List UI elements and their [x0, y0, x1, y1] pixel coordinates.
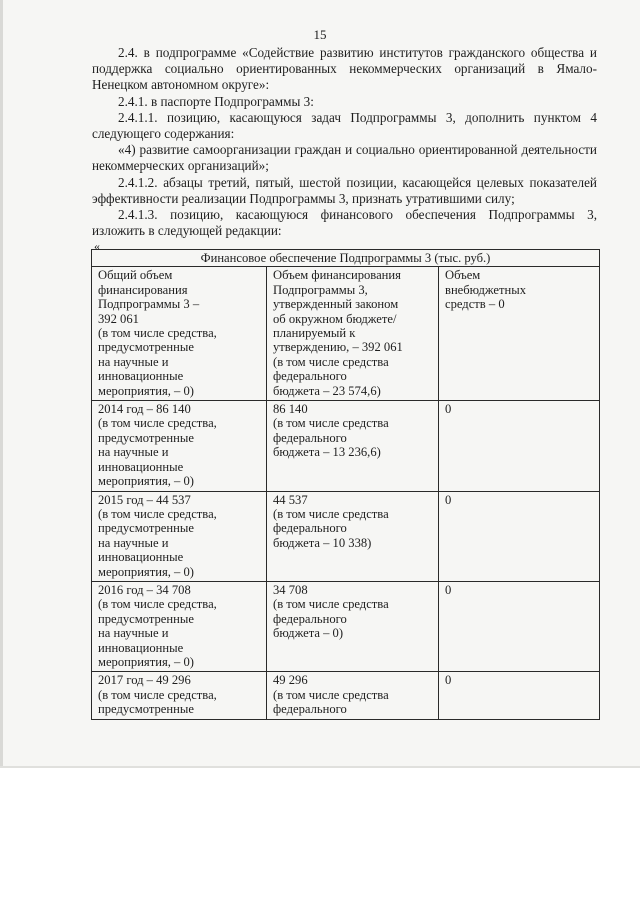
row-total-cell — [92, 491, 267, 581]
cell-line: (в том числе средства, — [98, 597, 217, 612]
cell-line: 49 296 — [273, 673, 308, 688]
paragraph-2-4-1-3: 2.4.1.3. позицию, касающуюся финансового обеспечения Подпрограммы 3, изложить в следующей редакции: — [92, 207, 597, 239]
paragraph-2-4-1-1: 2.4.1.1. позицию, касающуюся задач Подпрограммы 3, дополнить пунктом 4 следующего содержания: — [92, 109, 597, 142]
table-row — [92, 581, 600, 671]
paragraph-2-4-1-2: 2.4.1.2. абзацы третий, пятый, шестой позиции, касающейся целевых показателей эффективности реализации Подпрограммы 3, признать утратившими силу; — [92, 174, 597, 206]
paragraph-2-4-1: 2.4.1. в паспорте Подпрограммы 3: — [118, 93, 314, 109]
row-approved-cell — [267, 401, 439, 491]
cell-line: инновационные — [98, 459, 184, 474]
cell-line: мероприятия, – 0) — [98, 474, 194, 489]
scan-bottom-edge — [0, 766, 640, 768]
cell-line: (в том числе средства — [273, 354, 389, 369]
paragraph-2-4: 2.4. в подпрограмме «Содействие развитию институтов гражданского общества и поддержка социально ориентированных некоммерческих организаций в Ямало-Ненецком автономном округе»: — [92, 45, 597, 93]
row-extrabudget-cell — [439, 672, 600, 719]
cell-line: 0 — [445, 492, 452, 507]
cell-line: бюджета – 0) — [273, 626, 344, 641]
table-title-row — [92, 250, 600, 267]
cell-line: Объем финансирования — [273, 268, 401, 283]
cell-line: федерального — [273, 369, 347, 384]
cell-line: федерального — [273, 430, 347, 445]
cell-line: Общий объем — [98, 268, 173, 283]
cell-line: (в том числе средства, — [98, 506, 217, 521]
cell-line: бюджета – 13 236,6) — [273, 445, 381, 460]
financing-table — [91, 249, 600, 720]
cell-line: мероприятия, – 0) — [98, 654, 194, 669]
cell-line: инновационные — [98, 550, 184, 565]
cell-line: предусмотренные — [98, 430, 194, 445]
cell-line: (в том числе средства — [273, 597, 389, 612]
cell-line: Подпрограммы 3 – — [98, 297, 200, 312]
cell-line: на научные и — [98, 445, 169, 460]
document-body — [92, 45, 597, 239]
cell-line: на научные и — [98, 626, 169, 641]
cell-line: на научные и — [98, 535, 169, 550]
cell-line: мероприятия, – 0) — [98, 383, 194, 398]
row-extrabudget-cell — [439, 401, 600, 491]
cell-line: внебюджетных — [445, 282, 526, 297]
cell-line: финансирования — [98, 282, 188, 297]
cell-line: (в том числе средства — [273, 416, 389, 431]
cell-line: утверждению, – 392 061 — [273, 340, 403, 355]
cell-line: 2017 год – 49 296 — [98, 673, 191, 688]
table-row — [92, 672, 600, 719]
cell-line: 2014 год – 86 140 — [98, 402, 191, 417]
cell-line: (в том числе средства, — [98, 326, 217, 341]
cell-line: предусмотренные — [98, 521, 194, 536]
cell-line: бюджета – 23 574,6) — [273, 383, 381, 398]
scan-left-edge — [0, 0, 3, 768]
header-approved-volume — [267, 267, 439, 401]
row-approved-cell — [267, 672, 439, 719]
row-approved-cell — [267, 581, 439, 671]
cell-line: федерального — [273, 702, 347, 717]
cell-line: 2016 год – 34 708 — [98, 582, 191, 597]
cell-line: 0 — [445, 582, 452, 597]
cell-line: предусмотренные — [98, 340, 194, 355]
cell-line: 34 708 — [273, 582, 308, 597]
page-number: 15 — [313, 27, 327, 42]
cell-line: утвержденный законом — [273, 297, 399, 312]
cell-line: инновационные — [98, 640, 184, 655]
header-total-volume — [92, 267, 267, 401]
cell-line: 0 — [445, 402, 452, 417]
cell-line: Подпрограммы 3, — [273, 282, 368, 297]
cell-line: на научные и — [98, 354, 169, 369]
row-total-cell — [92, 401, 267, 491]
table-title: Финансовое обеспечение Подпрограммы 3 (тыс. руб.) — [92, 250, 600, 267]
quote-open-mark: « — [94, 239, 100, 253]
header-extrabudget-volume — [439, 267, 600, 401]
cell-line: планируемый к — [273, 326, 356, 341]
table-header-row — [92, 267, 600, 401]
cell-line: предусмотренные — [98, 702, 194, 717]
row-approved-cell — [267, 491, 439, 581]
cell-line: 44 537 — [273, 492, 308, 507]
cell-line: 0 — [445, 673, 452, 688]
cell-line: предусмотренные — [98, 611, 194, 626]
cell-line: бюджета – 10 338) — [273, 535, 372, 550]
row-extrabudget-cell — [439, 491, 600, 581]
cell-line: 86 140 — [273, 402, 308, 417]
cell-line: средств – 0 — [445, 297, 505, 312]
cell-line: об окружном бюджете/ — [273, 311, 397, 326]
table-row — [92, 491, 600, 581]
cell-line: 392 061 — [98, 311, 139, 326]
cell-line: 2015 год – 44 537 — [98, 492, 191, 507]
cell-line: Объем — [445, 268, 481, 283]
cell-line: (в том числе средства, — [98, 416, 217, 431]
cell-line: федерального — [273, 521, 347, 536]
row-total-cell — [92, 581, 267, 671]
row-extrabudget-cell — [439, 581, 600, 671]
cell-line: (в том числе средства — [273, 506, 389, 521]
cell-line: (в том числе средства — [273, 687, 389, 702]
paragraph-quote-item-4: «4) развитие самоорганизации граждан и социально ориентированной деятельности некоммерческих организаций»; — [92, 142, 597, 174]
cell-line: (в том числе средства, — [98, 687, 217, 702]
table-row — [92, 401, 600, 491]
cell-line: инновационные — [98, 369, 184, 384]
row-total-cell — [92, 672, 267, 719]
cell-line: мероприятия, – 0) — [98, 564, 194, 579]
cell-line: федерального — [273, 611, 347, 626]
